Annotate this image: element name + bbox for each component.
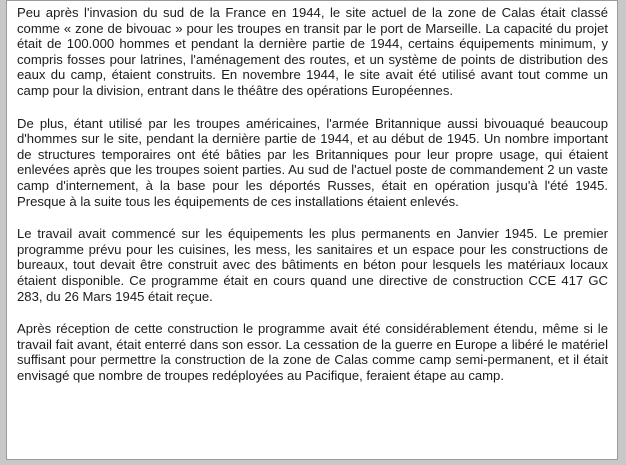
document-page: [6, 0, 618, 460]
paragraph-3: Le travail avait commencé sur les équipements les plus permanents en Janvier 1945. Le premier programme prévu pour les cuisines, les mess, les sanitaires et un espace pour les constructions de bureaux, tout devait être construit avec des bâtiments en béton pour lesquels les matériaux locaux étaient disponible. Ce programme était en cours quand une directive de construction CCE 417 GC 283, du 26 Mars 1945 était reçue.: [17, 226, 608, 304]
paragraph-2: De plus, étant utilisé par les troupes américaines, l'armée Britannique aussi bivouaqué beaucoup d'hommes sur le site, pendant la dernière partie de 1944, et au début de 1945. Un nombre important de structures temporaires ont été bâties par les Britanniques pour leur propre usage, qui étaient enlevées après que les troupes soient parties. Au sud de l'actuel poste de commandement 2 un vaste camp d'internement, à la base pour les déportés Russes, était en opération jusqu'à l'été 1945. Presque à la suite tous les équipements de ces installations étaient enlevés.: [17, 115, 608, 209]
paragraph-1: Peu après l'invasion du sud de la France en 1944, le site actuel de la zone de Calas était classé comme « zone de bivouac » pour les troupes en transit par le port de Marseille. La capacité du projet était de 100.000 hommes et pendant la dernière partie de 1944, certains équipements minimum, y compris fosses pour latrines, l'aménagement des routes, et un système de points de distribution des eaux du camp, étaient construits. En novembre 1944, le site avait été utilisé avant tout comme un camp pour la division, entrant dans le théâtre des opérations Européennes.: [17, 5, 608, 98]
paragraph-4: Après réception de cette construction le programme avait été considérablement étendu, même si le travail fait avant, était enterré dans son essor. La cessation de la guerre en Europe a libéré le matériel suffisant pour permettre la construction de la zone de Calas comme camp semi-permanent, et il était envisagé que nombre de troupes redéployées au Pacifique, feraient étape au camp.: [17, 321, 608, 383]
